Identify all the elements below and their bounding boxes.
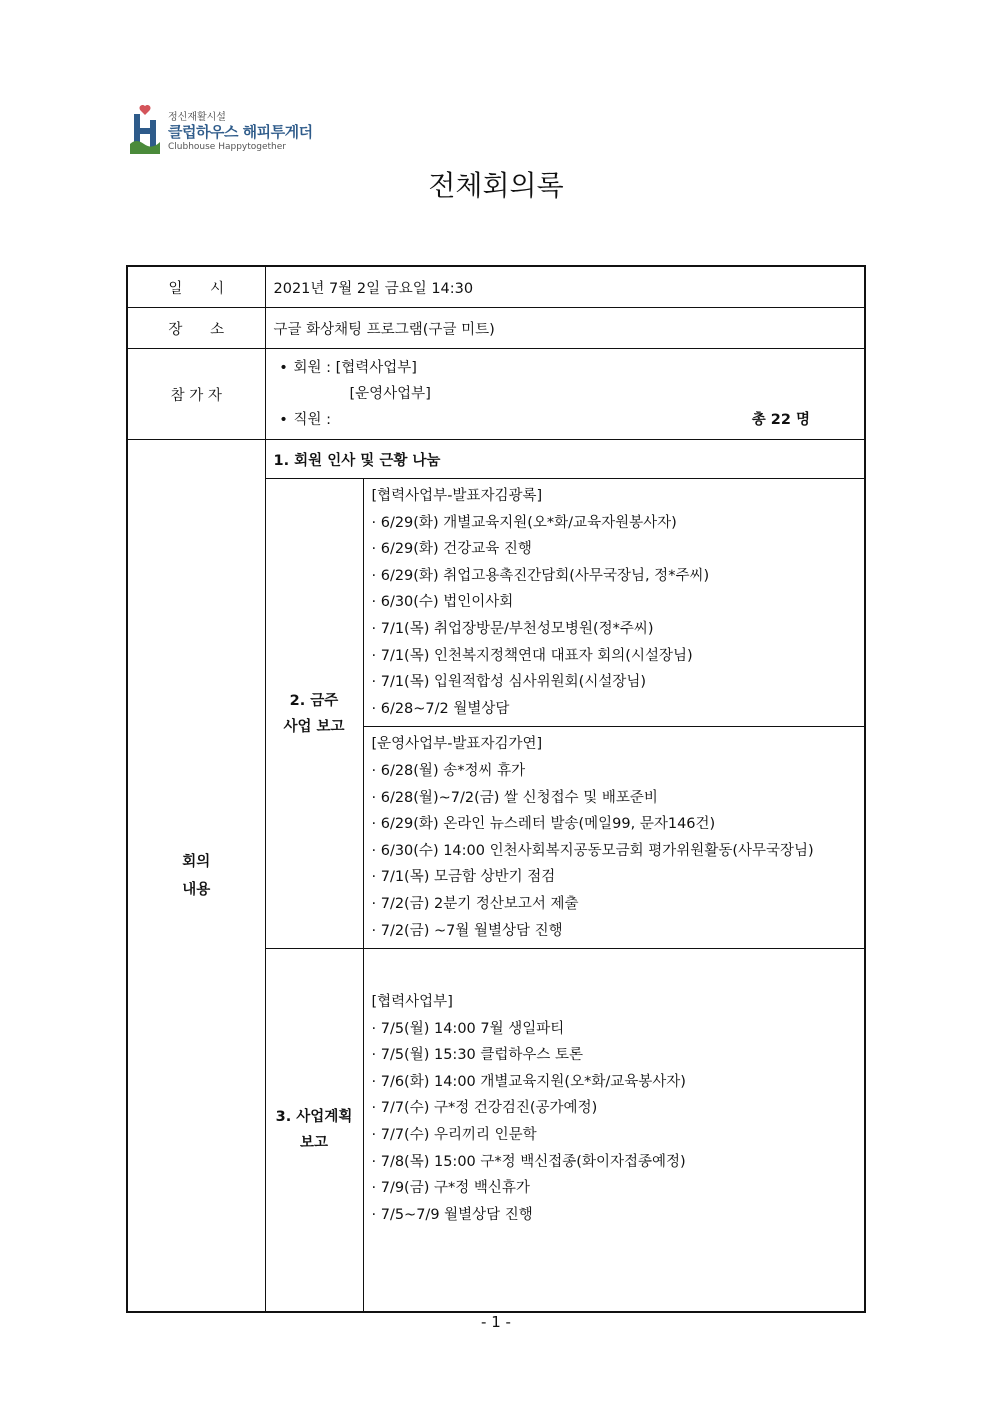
meeting-content-label: 회의 내용 xyxy=(127,440,265,1313)
list-item: · 6/30(수) 법인이사회 xyxy=(371,594,514,611)
list-item: · 7/1(목) 취업장방문/부천성모병원(정*주씨) xyxy=(371,620,654,637)
list-item: · 7/5~7/9 월별상담 진행 xyxy=(371,1206,533,1223)
list-item: · 6/29(화) 건강교육 진행 xyxy=(371,541,532,558)
section2-coop-list xyxy=(363,479,865,727)
list-item: · 7/1(목) 입원적합성 심사위원회(시설장님) xyxy=(371,674,647,691)
list-item: · 7/9(금) 구*정 백신휴가 xyxy=(371,1180,530,1197)
row-section1 xyxy=(127,440,865,479)
list-item: · 7/1(목) 모금함 상반기 점검 xyxy=(371,869,556,886)
list-item: · 6/28~7/2 월별상담 xyxy=(371,700,510,717)
logo-h-icon xyxy=(128,104,162,156)
minutes-table xyxy=(126,265,866,1313)
section3-plan-list xyxy=(363,949,865,1313)
row-datetime xyxy=(127,266,865,308)
list-item: · 7/5(월) 15:30 클럽하우스 토론 xyxy=(371,1047,584,1064)
place-value: 구글 화상채팅 프로그램(구글 미트) xyxy=(265,308,865,349)
list-item: · 6/29(화) 개별교육지원(오*화/교육자원봉사자) xyxy=(371,514,677,531)
section2-label: 2. 금주 사업 보고 xyxy=(265,479,363,949)
section1-title: 1. 회원 인사 및 근황 나눔 xyxy=(265,440,865,479)
attendees-total: 총 22 명 xyxy=(751,412,810,428)
list-item: · 6/28(월)~7/2(금) 쌀 신청접수 및 배포준비 xyxy=(371,789,658,806)
logo-name: 클럽하우스 해피투게더 xyxy=(168,123,313,141)
place-label: 장 소 xyxy=(127,308,265,349)
list-item: · 7/5(월) 14:00 7월 생일파티 xyxy=(371,1020,565,1037)
list-item: · 7/7(수) 구*정 건강검진(공가예정) xyxy=(371,1100,598,1117)
datetime-label: 일 시 xyxy=(127,266,265,308)
list-item: · 7/2(금) ~7월 월별상담 진행 xyxy=(371,922,563,939)
attendees-members-ops: [운영사업부] xyxy=(349,386,431,402)
list-item: [협력사업부-발표자김광록] xyxy=(371,488,543,504)
attendees-members: • 회원 : [협력사업부] xyxy=(279,360,417,376)
list-item: [협력사업부] xyxy=(371,994,453,1011)
document-title: 전체회의록 xyxy=(428,169,564,202)
logo-subtitle: 정신재활시설 xyxy=(168,112,226,123)
list-item: · 6/29(화) 온라인 뉴스레터 발송(메일99, 문자146건) xyxy=(371,816,716,833)
list-item: · 7/7(수) 우리끼리 인문학 xyxy=(371,1127,537,1144)
section3-label: 3. 사업계획 보고 xyxy=(265,949,363,1313)
list-item: · 6/29(화) 취업고용촉진간담회(사무국장님, 정*주씨) xyxy=(371,567,710,584)
list-item: · 7/6(화) 14:00 개별교육지원(오*화/교육봉사자) xyxy=(371,1073,686,1090)
list-item: · 7/2(금) 2분기 정산보고서 제출 xyxy=(371,895,579,912)
list-item: · 7/8(목) 15:00 구*정 백신접종(화이자접종예정) xyxy=(371,1153,686,1170)
attendees-label: 참 가 자 xyxy=(127,349,265,440)
list-item: · 7/1(목) 인천복지정책연대 대표자 회의(시설장님) xyxy=(371,647,693,664)
row-attendees xyxy=(127,349,865,440)
datetime-value: 2021년 7월 2일 금요일 14:30 xyxy=(265,266,865,308)
logo-english-name: Clubhouse Happytogether xyxy=(168,142,286,152)
section2-ops-list xyxy=(363,727,865,949)
page-number: - 1 - xyxy=(481,1313,511,1331)
list-item: · 6/30(수) 14:00 인천사회복지공동모금회 평가위원활동(사무국장님) xyxy=(371,842,814,859)
organization-logo xyxy=(128,104,328,156)
row-place xyxy=(127,308,865,349)
list-item: · 6/28(월) 송*정씨 휴가 xyxy=(371,762,526,779)
list-item: [운영사업부-발표자김가연] xyxy=(371,736,543,753)
attendees-staff: • 직원 : 총 22 명 xyxy=(274,407,857,433)
attendees-value xyxy=(265,349,865,440)
